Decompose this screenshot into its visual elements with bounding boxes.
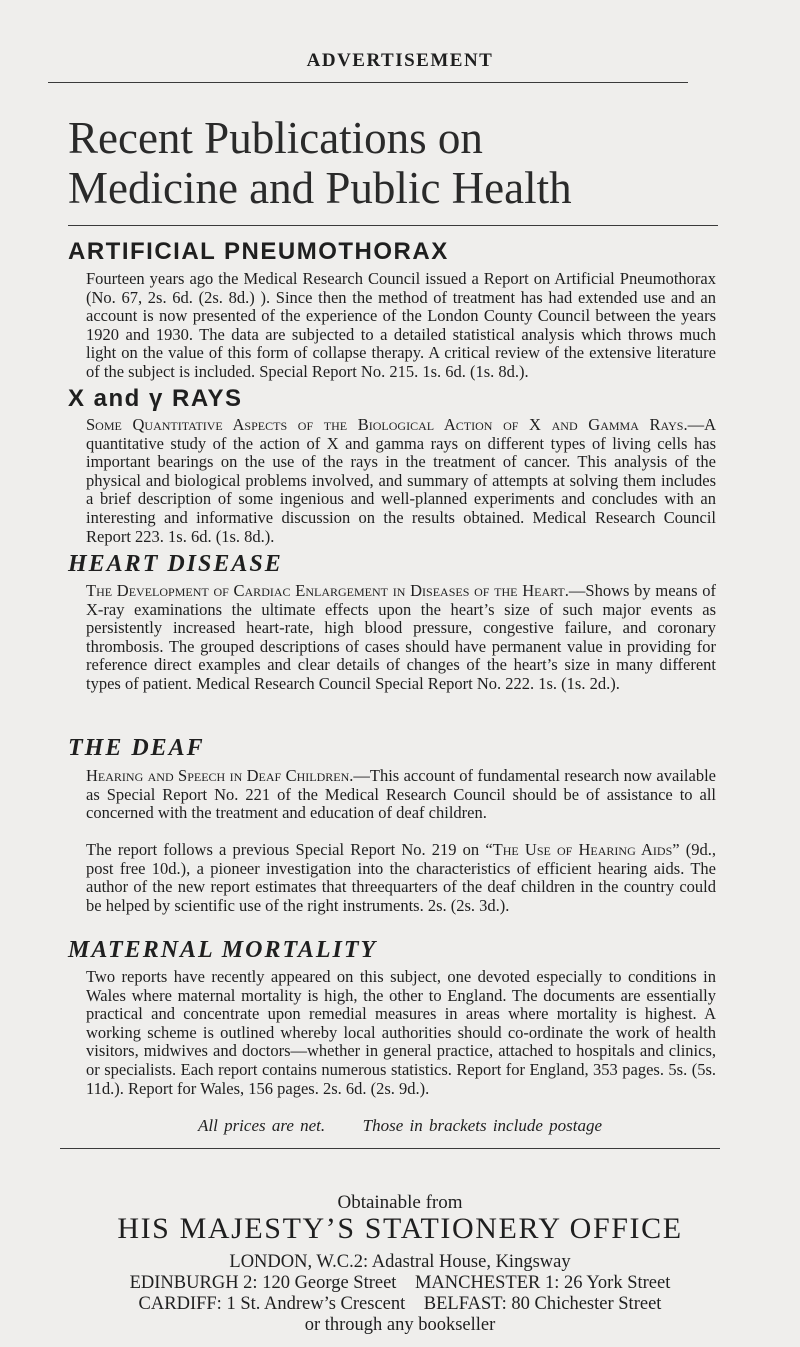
lead-heart-disease: The Development of Cardiac Enlargement in Diseases of the Heart.—	[86, 581, 586, 600]
body-x-gamma-rays: A quantitative study of the action of X and gamma rays on different types of living cells has important bearings on the use of the rays in the treatment of cancer. This analysis of the physical and biological problems involved, and summary of attempts at solving them includes a brief description of some ingenious and well-planned experiments and concludes with an interesting and informative discussion on the results obtained. Medical Research Council Report 223. 1s. 6d. (1s. 8d.).	[86, 415, 716, 546]
para-maternal-mortality: Two reports have recently appeared on this subject, one devoted especially to conditions in Wales where maternal mortality is high, the other to England. The documents are essentially practical and concentrate upon remedial measures in areas where mortality is highest. A working scheme is outlined whereby local authorities should co-ordinate the work of health visitors, midwives and doctors—whether in general practice, attached to hospitals and clinics, or specialists. Each report contains numerous statistics. Report for England, 353 pages. 5s. (5s. 11d.). Report for Wales, 156 pages. 2s. 6d. (2s. 9d.).	[86, 967, 716, 1098]
para-the-deaf	[86, 767, 716, 823]
heading-artificial-pneumothorax: ARTIFICIAL PNEUMOTHORAX	[68, 238, 449, 265]
obtainable-from: Obtainable from	[337, 1192, 463, 1213]
title-line-1: Recent Publications on	[68, 113, 483, 163]
title-rule	[68, 225, 718, 226]
header-rule	[48, 82, 688, 83]
lead-the-deaf: Hearing and Speech in Deaf Children.—	[86, 766, 370, 785]
para-artificial-pneumothorax: Fourteen years ago the Medical Research Council issued a Report on Artificial Pneumothorax (No. 67, 2s. 6d. (2s. 8d.) ). Since then the method of treatment has had extended use and an account is now presented of the experience of the London County Council between the years 1920 and 1930. The data are subjected to a detailed statistical analysis which throws much light on the value of this form of collapse therapy. A critical review of the extensive literature of the subject is included. Special Report No. 215. 1s. 6d. (1s. 8d.).	[86, 269, 716, 381]
address-cardiff-belfast: CARDIFF: 1 St. Andrew’s Crescent BELFAST: 80 Chichester Street	[138, 1294, 662, 1314]
lead-x-gamma-rays: Some Quantitative Aspects of the Biological Action of X and Gamma Rays.—	[86, 415, 705, 434]
para-x-gamma-rays	[86, 416, 716, 546]
body2-title: The Use of Hearing Aids	[492, 840, 673, 859]
heading-x-gamma-rays: X and γ RAYS	[68, 385, 243, 412]
publisher-name: HIS MAJESTY’S STATIONERY OFFICE	[117, 1212, 683, 1245]
footer-rule	[60, 1148, 720, 1149]
body2-before: The report follows a previous Special Report No. 219 on “	[86, 840, 493, 859]
para-heart-disease	[86, 582, 716, 694]
address-edinburgh-manchester: EDINBURGH 2: 120 George Street MANCHESTER 1: 26 York Street	[129, 1273, 671, 1293]
heading-heart-disease: HEART DISEASE	[68, 551, 283, 577]
para-the-deaf-2	[86, 841, 716, 915]
body-the-deaf: This account of fundamental research now available as Special Report No. 221 of the Medical Research Council should be of assistance to all concerned with the treatment and education of deaf children.	[86, 766, 716, 823]
heading-maternal-mortality: MATERNAL MORTALITY	[68, 937, 378, 963]
bookseller-line: or through any bookseller	[304, 1315, 496, 1335]
heading-the-deaf: THE DEAF	[68, 735, 205, 761]
body-heart-disease: Shows by means of X-ray examinations the ultimate effects upon the heart’s size of such major events as persistently increased heart-rate, high blood pressure, congestive failure, and coronary thrombosis. The grouped descriptions of cases should have permanent value in providing for reference direct examples and clear details of changes of the heart’s size in many different types of patient. Medical Research Council Special Report No. 222. 1s. (1s. 2d.).	[86, 581, 716, 693]
price-footnote: All prices are net. Those in brackets include postage	[197, 1116, 603, 1135]
page-header: ADVERTISEMENT	[306, 50, 494, 71]
title-line-2: Medicine and Public Health	[68, 163, 572, 213]
body2-after: ” (9d., post free 10d.), a pioneer investigation into the characteristics of efficient hearing aids. The author of the new report estimates that threequarters of the deaf children in the country could be helped by scientific use of the right instruments. 2s. (2s. 3d.).	[86, 840, 716, 915]
address-london: LONDON, W.C.2: Adastral House, Kingsway	[229, 1252, 571, 1272]
